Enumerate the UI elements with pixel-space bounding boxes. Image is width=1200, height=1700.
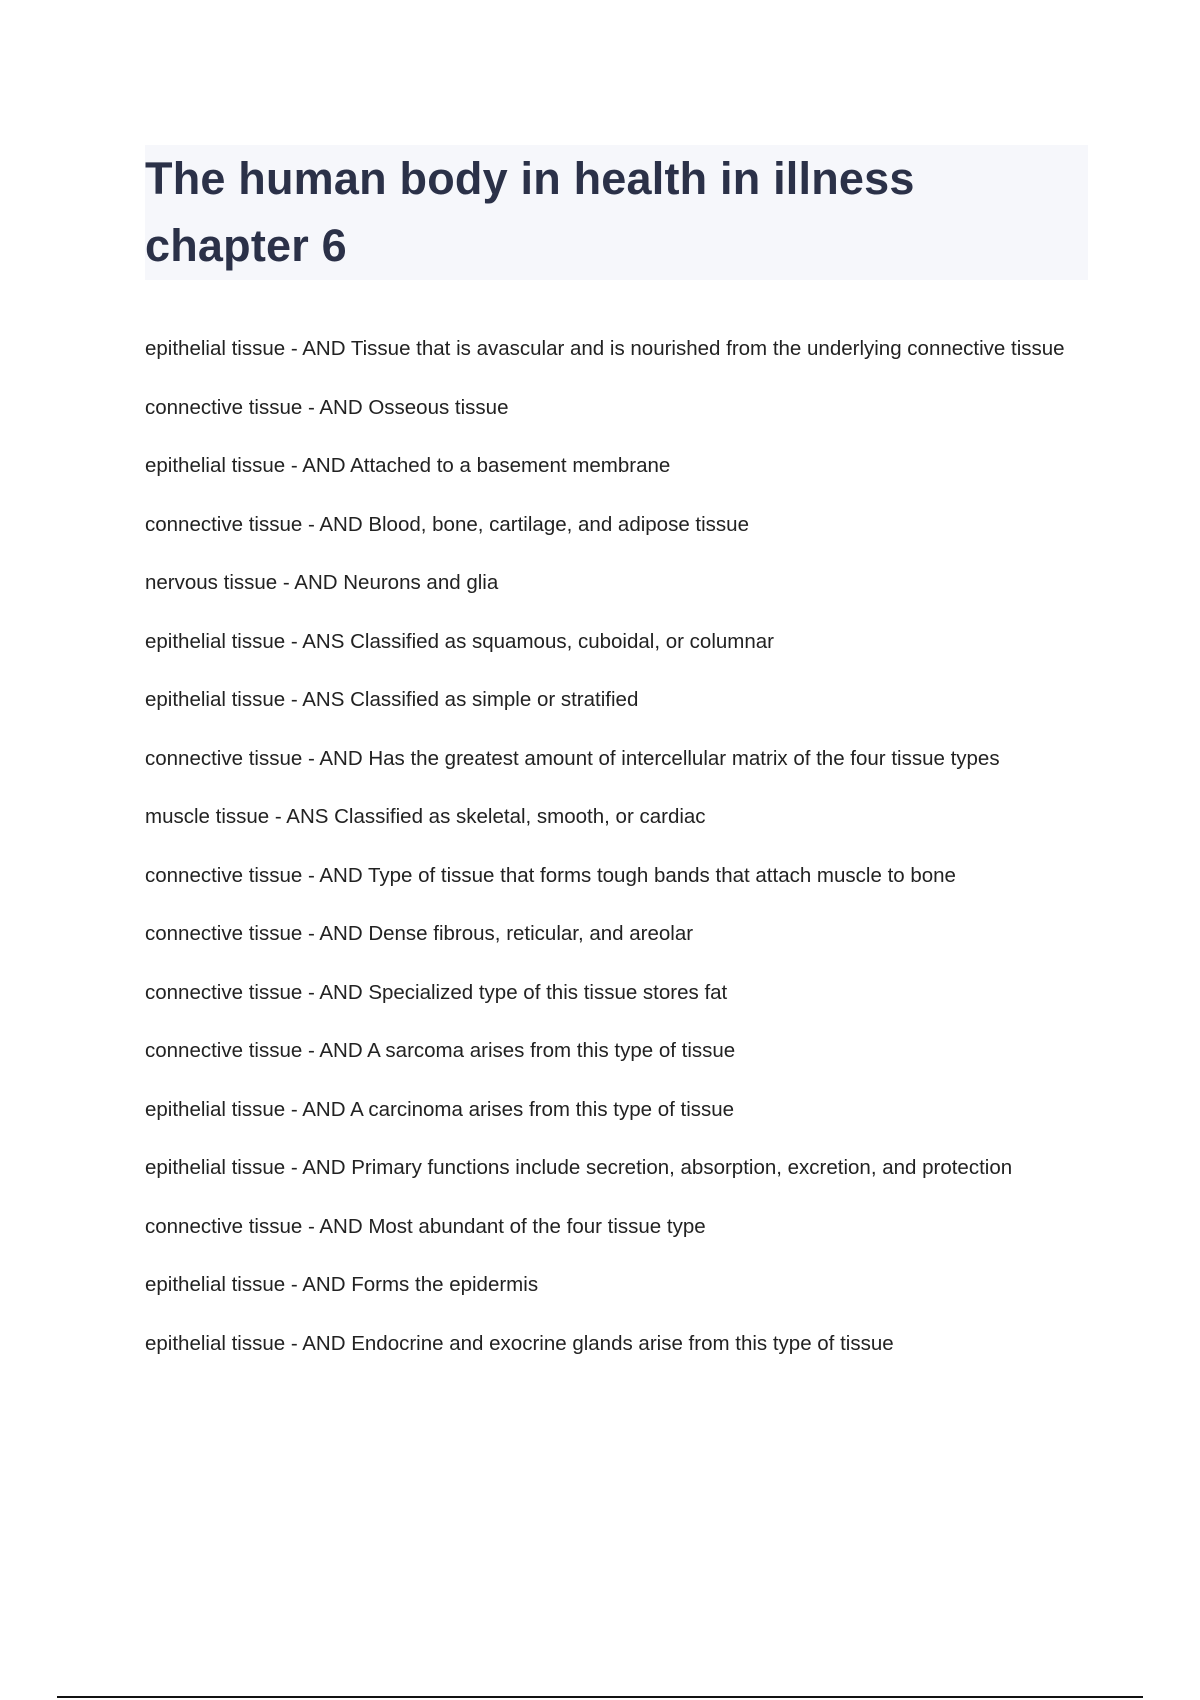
qa-item: epithelial tissue - AND Endocrine and exocrine glands arise from this type of tissue	[145, 1331, 894, 1355]
qa-item: epithelial tissue - AND A carcinoma arises from this type of tissue	[145, 1097, 735, 1121]
qa-item: connective tissue - AND A sarcoma arises from this type of tissue	[145, 1039, 736, 1062]
qa-item: epithelial tissue - ANS Classified as simple or stratified	[145, 688, 639, 711]
page-title: The human body in health in illness chapter 6	[145, 153, 915, 271]
footer-divider	[57, 1696, 1143, 1698]
qa-item: epithelial tissue - AND Forms the epidermis	[145, 1273, 539, 1296]
qa-list	[145, 334, 1090, 1387]
qa-item: connective tissue - AND Type of tissue that forms tough bands that attach muscle to bone	[145, 863, 956, 887]
qa-item: connective tissue - AND Specialized type of this tissue stores fat	[145, 980, 728, 1004]
qa-item: connective tissue - AND Has the greatest amount of intercellular matrix of the four tissue types	[145, 746, 1000, 770]
qa-item: epithelial tissue - AND Primary functions include secretion, absorption, excretion, and protection	[145, 1156, 1013, 1179]
qa-item: connective tissue - AND Blood, bone, cartilage, and adipose tissue	[145, 512, 749, 536]
qa-item: epithelial tissue - AND Tissue that is avascular and is nourished from the underlying connective tissue	[145, 337, 1065, 360]
qa-item: connective tissue - AND Osseous tissue	[145, 395, 509, 419]
title-block	[145, 145, 1088, 280]
qa-item: connective tissue - AND Dense fibrous, reticular, and areolar	[145, 922, 694, 945]
qa-item: epithelial tissue - AND Attached to a basement membrane	[145, 454, 671, 477]
qa-item: muscle tissue - ANS Classified as skeletal, smooth, or cardiac	[145, 805, 706, 828]
qa-item: epithelial tissue - ANS Classified as squamous, cuboidal, or columnar	[145, 629, 774, 653]
qa-item: connective tissue - AND Most abundant of the four tissue type	[145, 1214, 706, 1238]
qa-item: nervous tissue - AND Neurons and glia	[145, 571, 499, 594]
